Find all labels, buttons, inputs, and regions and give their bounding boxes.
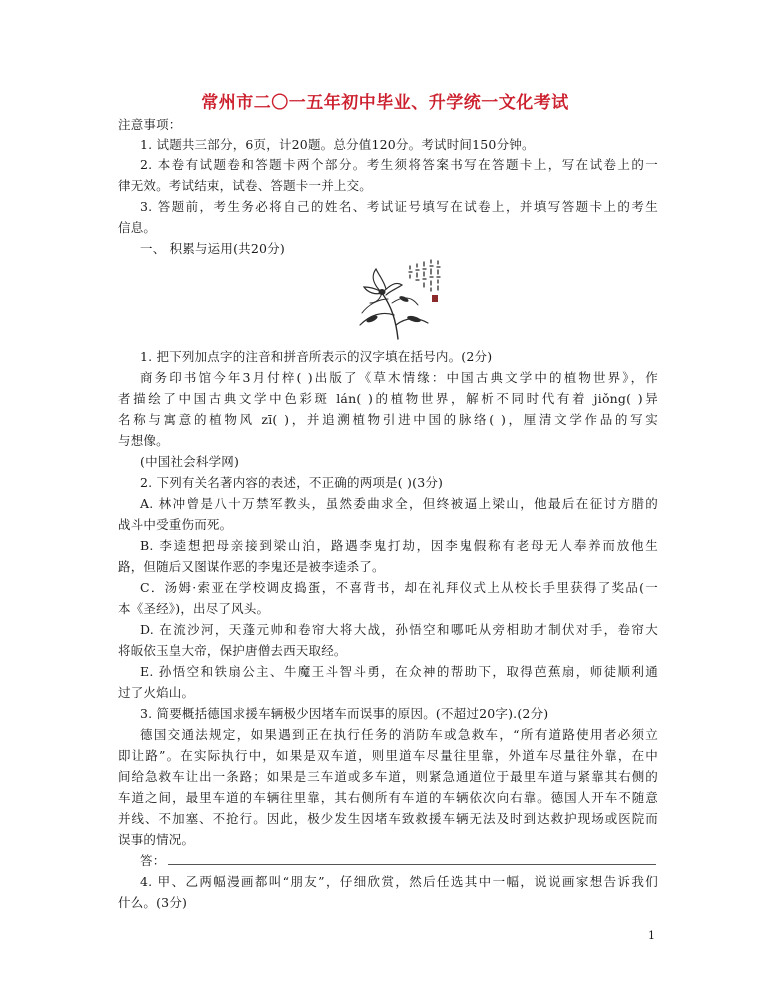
option-c: C．汤姆·索亚在学校调皮捣蛋，不喜背书，却在礼拜仪式上从校长手里获得了奖品(一 (140, 580, 658, 595)
question-1-text: 名称与寓意的植物风 zī( )，并追溯植物引进中国的脉络( )，厘清文学作品的写实 (118, 412, 658, 427)
notice-heading: 注意事项： (118, 117, 182, 132)
answer-line (168, 864, 656, 865)
option-a-cont: 战斗中受重伤而死。 (118, 517, 233, 532)
question-1-text: 与想像。 (118, 433, 169, 448)
question-3-text: 德国交通法规定，如果遇到正在执行任务的消防车或急救车，“所有道路使用者必须立 (140, 727, 658, 742)
page-number: 1 (648, 929, 655, 942)
option-c-cont: 本《圣经》)，出尽了风头。 (118, 601, 270, 616)
answer-label: 答： (140, 853, 166, 868)
notice-item: 2. 本卷有试题卷和答题卡两个部分。考生须将答案书写在答题卡上，写在试卷上的一 (140, 157, 658, 172)
notice-item: 3. 答题前，考生务必将自己的姓名、考试证号填写在试卷上，并填写答题卡上的考生 (140, 199, 658, 214)
question-4-stem: 4. 甲、乙两幅漫画都叫“朋友”，仔细欣赏，然后任选其中一幅，说说画家想告诉我们 (140, 874, 658, 889)
option-d: D. 在流沙河，天蓬元帅和卷帘大将大战，孙悟空和哪吒从旁相助才制伏对手，卷帘大 (140, 622, 658, 637)
question-3-text: 间给急救车让出一条路；如果是三车道或多车道，则紧急通道位于最里车道与紧靠其右侧的 (118, 769, 658, 784)
question-1-stem: 1. 把下列加点字的注音和拼音所表示的汉字填在括号内。(2分) (140, 349, 493, 364)
notice-item: 律无效。考试结束，试卷、答题卡一并上交。 (118, 178, 373, 193)
question-3-text: 误事的情况。 (118, 832, 195, 847)
notice-item: 信息。 (118, 220, 157, 235)
section-heading: 一、 积累与运用(共20分) (140, 241, 285, 256)
exam-title: 常州市二〇一五年初中毕业、升学统一文化考试 (201, 93, 569, 113)
question-4-text: 什么。(3分) (118, 895, 188, 910)
question-2-stem: 2. 下列有关名著内容的表述，不正确的两项是( )(3分) (140, 475, 444, 490)
question-1-text: 商务印书馆今年3月付梓( )出版了《草木情缘：中国古典文学中的植物世界》，作 (140, 370, 658, 385)
question-3-text: 并线、不加塞、不抢行。因此，极少发生因堵车致救援车辆无法及时到达救护现场或医院而 (118, 811, 658, 826)
plant-illustration (352, 255, 448, 341)
option-b: B. 李逵想把母亲接到梁山泊，路遇李鬼打劫，因李鬼假称有老母无人奉养而放他生 (140, 538, 658, 553)
option-e-cont: 过了火焰山。 (118, 685, 195, 700)
question-3-text: 车道之间，最里车道的车辆往里靠，其右侧所有车道的车辆依次向右靠。德国人开车不随意 (118, 790, 658, 805)
notice-item: 1. 试题共三部分，6页，计20题。总分值120分。考试时间150分钟。 (140, 137, 535, 152)
option-d-cont: 将皈依玉皇大帝，保护唐僧去西天取经。 (118, 643, 347, 658)
question-1-text: 者描绘了中国古典文学中色彩斑 lán( )的植物世界，解析不同时代有着 jiǒng( )异 (118, 391, 658, 406)
source-note: (中国社会科学网) (140, 454, 240, 469)
question-3-text: 即让路”。在实际执行中，如果是双车道，则里道车尽量往里靠，外道车尽量往外靠，在中 (118, 748, 658, 763)
option-e: E. 孙悟空和铁扇公主、牛魔王斗智斗勇，在众神的帮助下，取得芭蕉扇，师徒顺利通 (140, 664, 658, 679)
option-a: A. 林冲曾是八十万禁军教头，虽然委曲求全，但终被逼上梁山，他最后在征讨方腊的 (140, 496, 658, 511)
calligraphy-marks (409, 260, 440, 291)
option-b-cont: 路，但随后又图谋作恶的李鬼还是被李逵杀了。 (118, 559, 385, 574)
question-3-stem: 3. 简要概括德国求援车辆极少因堵车而误事的原因。(不超过20字).(2分) (140, 706, 549, 721)
